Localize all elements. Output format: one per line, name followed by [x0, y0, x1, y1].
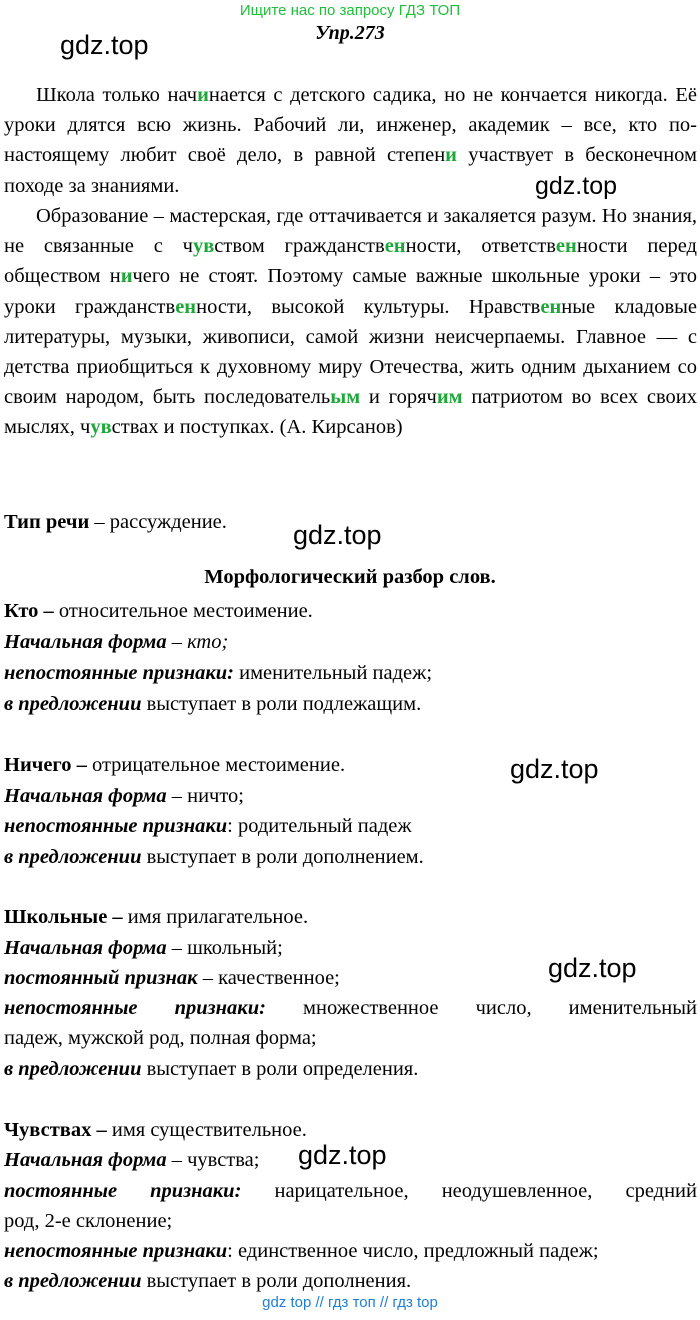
nonconst-label: непостоянные признаки: [4, 1240, 228, 1262]
entry-chuvstvah-nonconst: [4, 1237, 697, 1265]
text-run: патриотом во всех своих мыслях, ч: [4, 386, 697, 439]
highlighted-letters: и: [197, 84, 209, 106]
highlighted-letters: ен: [540, 295, 562, 318]
highlighted-letters: им: [436, 386, 463, 409]
initial-form-label: Начальная форма: [4, 937, 167, 959]
morph-analysis-title: Морфологический разбор слов.: [204, 566, 496, 588]
highlighted-letters: и: [120, 265, 133, 288]
entry-desc: имя прилагательное.: [122, 906, 309, 928]
entry-shkolnye-nonconst-cont: падеж, мужской род, полная форма;: [4, 1027, 317, 1049]
entry-shkolnye-const: [4, 964, 697, 992]
initial-form-label: Начальная форма: [4, 631, 167, 653]
initial-form-label: Начальная форма: [4, 785, 167, 807]
watermark: gdz.top: [60, 30, 149, 60]
highlighted-letters: ен: [555, 235, 577, 258]
text-run: ствах и поступках. (А. Кирсанов): [111, 416, 403, 439]
top-banner[interactable]: Ищите нас по запросу ГДЗ ТОП: [239, 2, 461, 19]
text-run: нается с детского садика, но не кончается никогда. Её уроки длятся всю жизнь. Рабочий ли, инженер, академик – все, кто по-настоящему любит своё дело, в равной степен: [4, 84, 697, 167]
highlighted-letters: ым: [330, 386, 361, 409]
sentence-value: выступает в роли подлежащим.: [141, 693, 422, 715]
entry-word: Ничего –: [4, 754, 87, 776]
const-value: – качественное;: [197, 967, 340, 989]
entry-nichego-initial: [4, 782, 697, 810]
text-run: участвует в бесконечном походе за знаниями.: [4, 144, 698, 197]
entry-desc: имя существительное.: [106, 1119, 307, 1141]
sentence-label: в предложении: [4, 693, 142, 715]
nonconst-value: : родительный падеж: [227, 815, 412, 837]
entry-word: Кто –: [4, 600, 54, 622]
entry-nichego-heading: [4, 751, 697, 779]
entry-chuvstvah-const-cont: род, 2-е склонение;: [4, 1210, 173, 1232]
text-run: и горяч: [360, 386, 437, 409]
speech-type-label: Тип речи: [4, 511, 90, 533]
entry-chuvstvah-heading: [4, 1116, 697, 1144]
highlighted-letters: ен: [175, 295, 197, 318]
const-label: постоянный признак: [4, 967, 198, 989]
text-run: Школа только нач: [36, 84, 198, 106]
watermark: gdz.top: [535, 172, 618, 200]
entry-kto-nonconst: [4, 659, 697, 687]
entry-shkolnye-nonconst: [4, 994, 697, 1022]
entry-nichego-nonconst: [4, 812, 697, 840]
exercise-title: Упр.273: [315, 22, 385, 44]
entry-nichego-sentence: [4, 843, 697, 871]
highlighted-letters: ув: [90, 416, 112, 439]
initial-form-value: – чувства;: [166, 1149, 260, 1171]
sentence-value: выступает в роли дополнением.: [141, 846, 424, 868]
speech-type-line: [4, 508, 697, 536]
sentence-label: в предложении: [4, 846, 142, 868]
sentence-value: выступает в роли определения.: [141, 1058, 419, 1080]
entry-shkolnye-sentence: [4, 1055, 697, 1083]
entry-chuvstvah-initial: [4, 1146, 697, 1174]
paragraph-2: [4, 201, 697, 443]
bottom-banner[interactable]: gdz top // гдз топ // гдз top: [262, 1294, 438, 1311]
entry-chuvstvah-sentence: [4, 1267, 697, 1295]
entry-shkolnye-initial: [4, 934, 697, 962]
entry-word: Школьные –: [4, 906, 123, 928]
watermark: gdz.top: [298, 1140, 387, 1170]
watermark: gdz.top: [293, 520, 382, 550]
text-run: ством гражданств: [214, 235, 385, 258]
text-run: чего не стоят. Поэтому самые важные школьные уроки – это уроки гражданств: [4, 265, 697, 318]
watermark: gdz.top: [510, 754, 599, 784]
initial-form-value: – школьный;: [166, 937, 283, 959]
initial-form-label: Начальная форма: [4, 1149, 167, 1171]
initial-form-value: – ничто;: [166, 785, 244, 807]
entry-shkolnye-heading: [4, 903, 697, 931]
text-run: ности, высокой культуры. Нравств: [196, 295, 541, 318]
nonconst-value: множественное число, именительный: [303, 997, 698, 1019]
entry-chuvstvah-const: [4, 1177, 697, 1205]
entry-desc: отрицательное местоимение.: [86, 754, 346, 776]
paragraph-1: [4, 80, 697, 201]
nonconst-label: непостоянные признаки: [4, 815, 228, 837]
highlighted-letters: и: [445, 144, 457, 167]
watermark: gdz.top: [548, 953, 637, 983]
text-run: ности, ответств: [405, 235, 556, 258]
text-run: Образование – мастерская, где оттачивается и закаляется разум. Но знания, не связанные с ч: [4, 205, 697, 258]
sentence-value: выступает в роли дополнения.: [141, 1270, 412, 1292]
initial-form-value: – кто;: [166, 631, 229, 653]
entry-word: Чувствах –: [4, 1119, 107, 1141]
sentence-label: в предложении: [4, 1270, 142, 1292]
entry-kto-initial: [4, 628, 697, 656]
nonconst-label: непостоянные признаки:: [4, 662, 234, 684]
const-value: нарицательное, неодушевленное, средний: [274, 1180, 697, 1202]
highlighted-letters: ен: [384, 235, 406, 258]
nonconst-label: непостоянные признаки:: [4, 997, 266, 1019]
entry-kto-sentence: [4, 690, 697, 718]
speech-type-value: – рассуждение.: [89, 511, 227, 533]
nonconst-value: : единственное число, предложный падеж;: [227, 1240, 599, 1262]
entry-kto-heading: [4, 597, 697, 625]
nonconst-value: именительный падеж;: [233, 662, 433, 684]
text-run: ные кладовые литературы, музыки, живописи, самой жизни неисчерпаемы. Главное — с детства приобщиться к духовному миру Отечества, жить одним дыханием со своим народом, быть последователь: [4, 295, 697, 409]
text-run: ности перед обществом н: [4, 235, 697, 288]
entry-desc: относительное местоимение.: [53, 600, 313, 622]
const-label: постоянные признаки:: [4, 1180, 242, 1202]
highlighted-letters: ув: [192, 235, 215, 258]
sentence-label: в предложении: [4, 1058, 142, 1080]
